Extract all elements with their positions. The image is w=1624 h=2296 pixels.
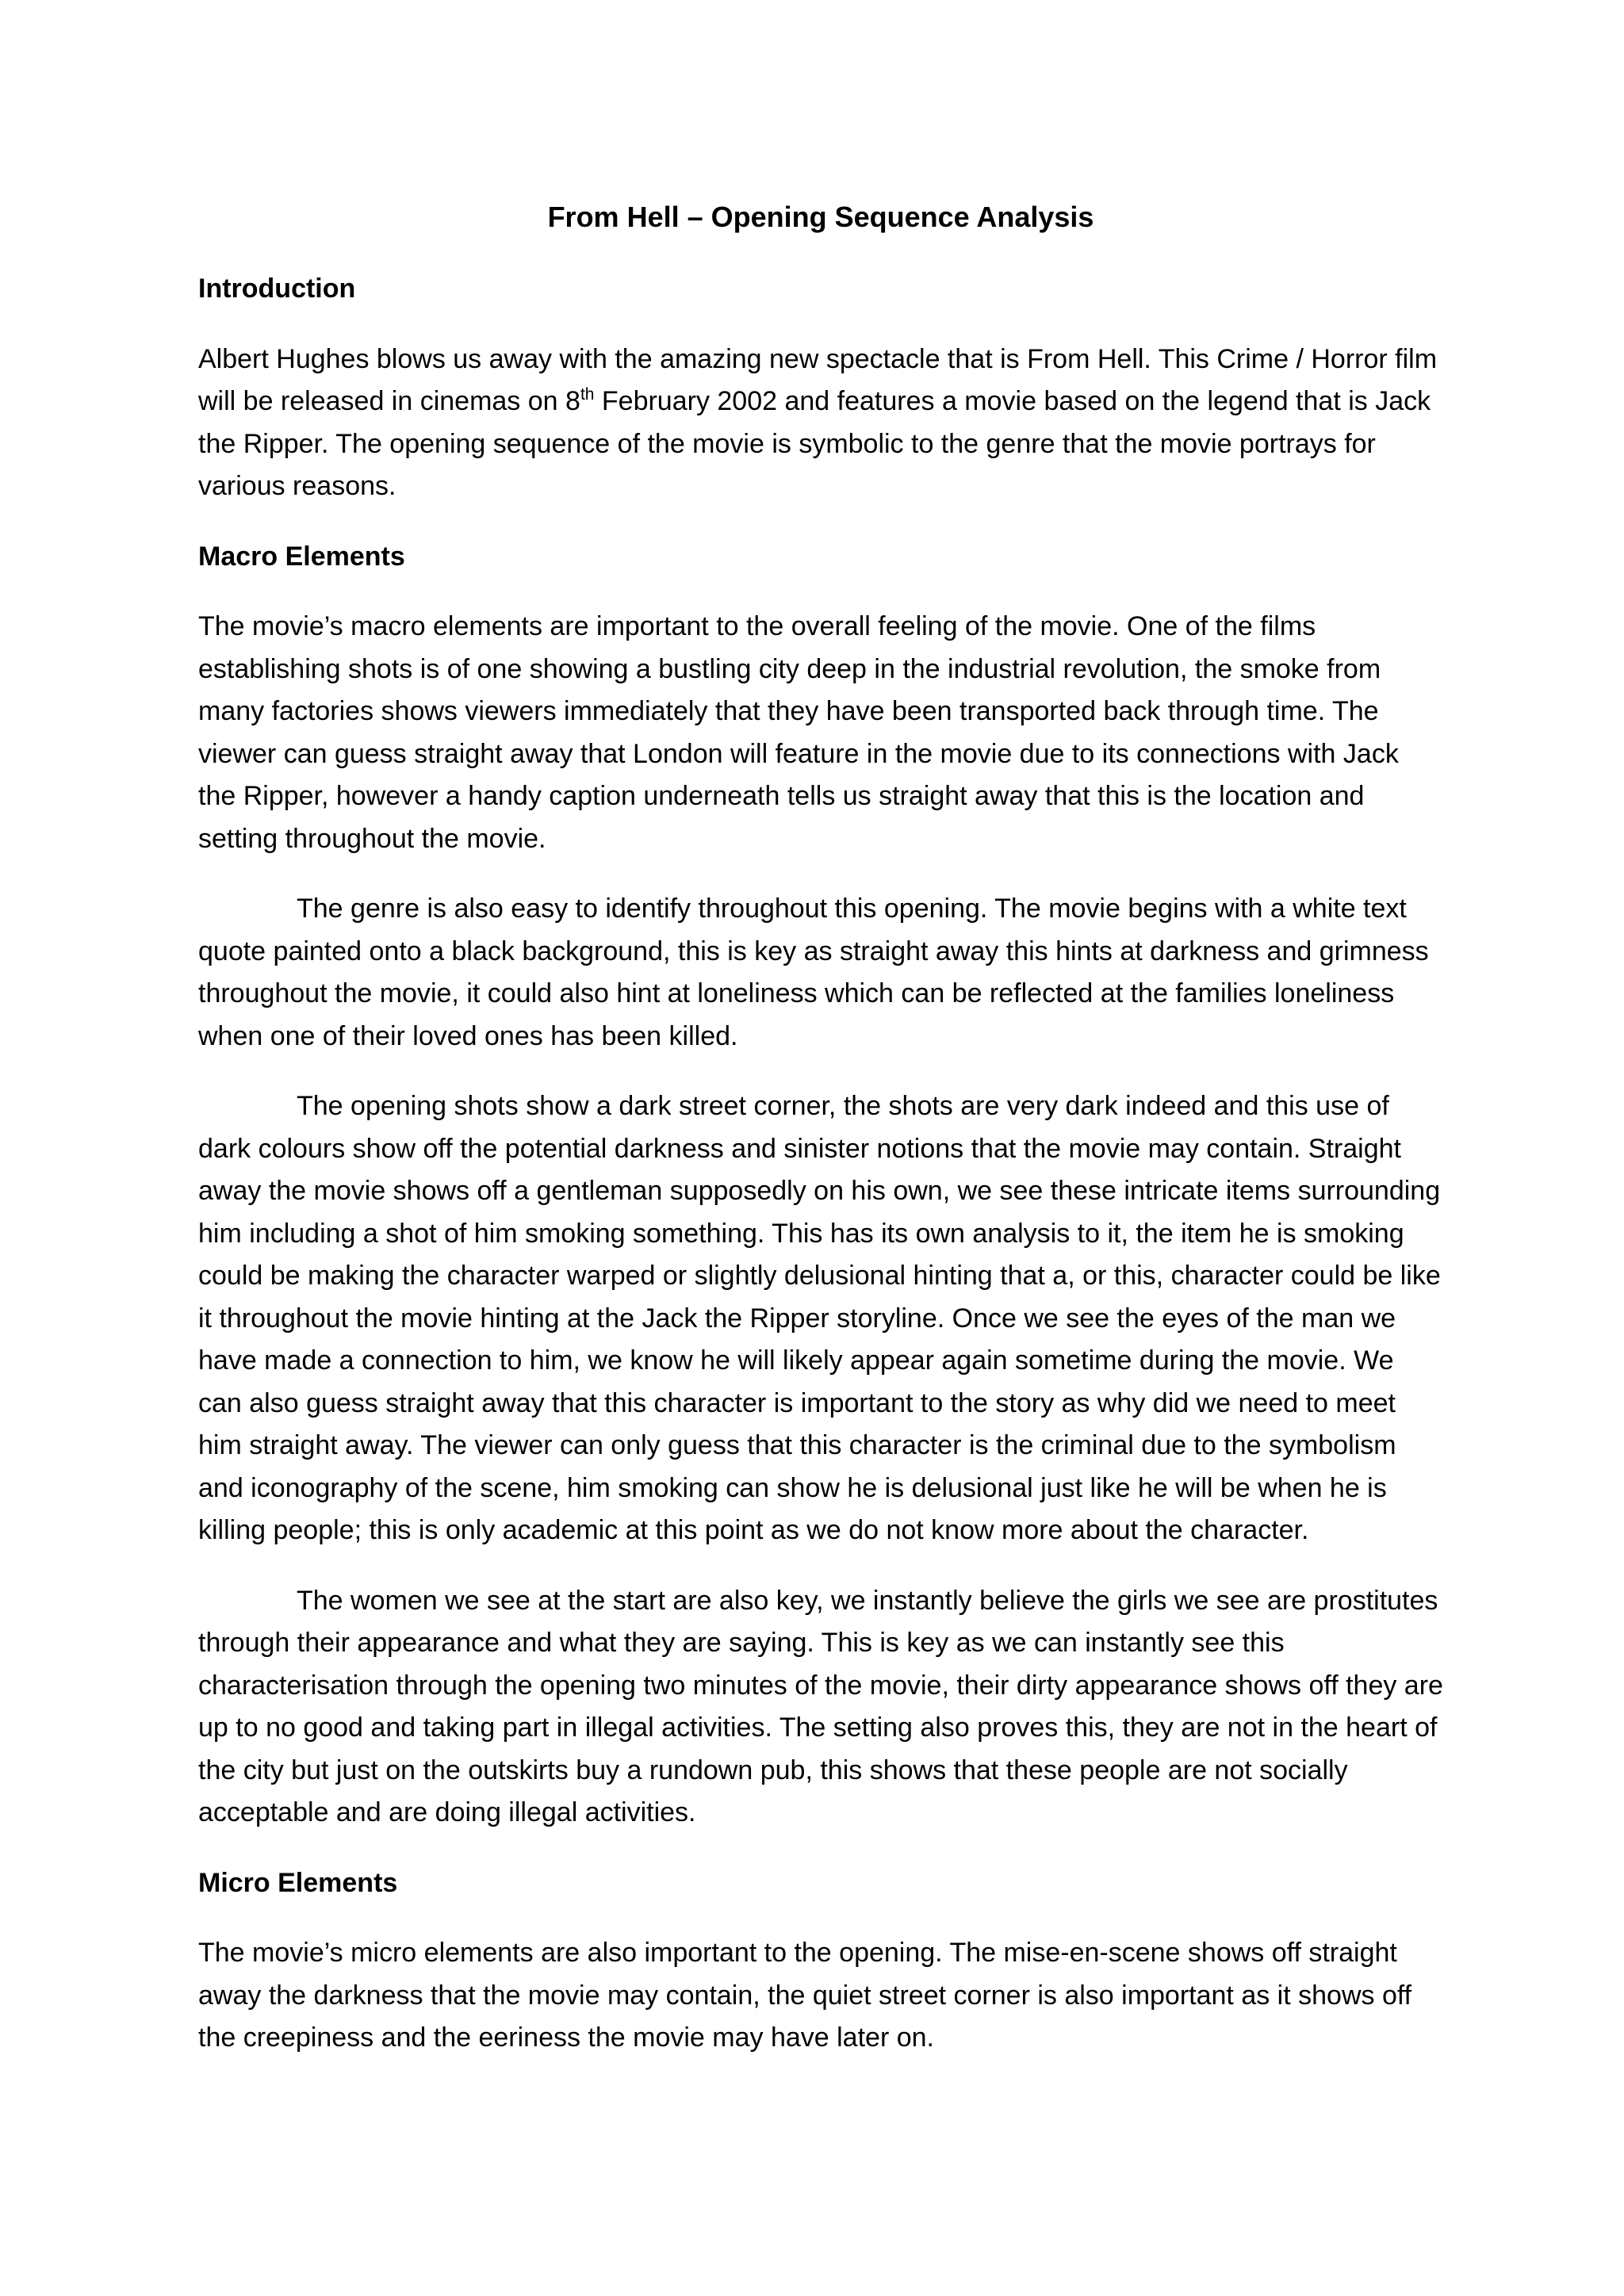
document-title: From Hell – Opening Sequence Analysis	[547, 201, 1094, 233]
paragraph-introduction-part-a: Albert Hughes blows us away with the amazing new spectacle that is From Hell. This Crime / Horror film will be released in cinemas on 8	[198, 343, 1438, 416]
heading-introduction: Introduction	[198, 274, 356, 304]
paragraph-introduction	[198, 339, 1443, 508]
paragraph-macro-4: The women we see at the start are also key, we instantly believe the girls we see are prostitutes through their appearance and what they are saying. This is key as we can instantly see this characterisation through the opening two minutes of the movie, their dirty appearance shows off they are up to no good and taking part in illegal activities. The setting also proves this, they are not in the heart of the city but just on the outskirts buy a rundown pub, this shows that these people are not socially acceptable and are doing illegal activities.	[198, 1585, 1443, 1827]
heading-micro-elements: Micro Elements	[198, 1867, 398, 1898]
document-body	[198, 193, 1443, 2087]
paragraph-micro-1: The movie’s micro elements are also important to the opening. The mise-en-scene shows off straight away the darkness that the movie may contain, the quiet street corner is also important as it shows off the creepiness and the eeriness the movie may have later on.	[198, 1938, 1412, 2053]
paragraph-introduction-part-b: February 2002 and features a movie based on the legend that is Jack the Ripper. The opening sequence of the movie is symbolic to the genre that the movie portrays for various reasons.	[198, 386, 1431, 501]
paragraph-macro-3: The opening shots show a dark street corner, the shots are very dark indeed and this use of dark colours show off the potential darkness and sinister notions that the movie may contain. Straight away the movie shows off a gentleman supposedly on his own, we see these intricate items surrounding him including a shot of him smoking something. This has its own analysis to it, the item he is smoking could be making the character warped or slightly delusional hinting that a, or this, character could be like it throughout the movie hinting at the Jack the Ripper storyline. Once we see the eyes of the man we have made a connection to him, we know he will likely appear again sometime during the movie. We can also guess straight away that this character is important to the story as why did we need to meet him straight away. The viewer can only guess that this character is the criminal due to the symbolism and iconography of the scene, him smoking can show he is delusional just like he will be when he is killing people; this is only academic at this point as we do not know more about the character.	[198, 1091, 1441, 1545]
heading-macro-elements: Macro Elements	[198, 541, 405, 572]
paragraph-macro-1: The movie’s macro elements are important to the overall feeling of the movie. One of the films establishing shots is of one showing a bustling city deep in the industrial revolution, the smoke from many factories shows viewers immediately that they have been transported back through time. The viewer can guess straight away that London will feature in the movie due to its connections with Jack the Ripper, however a handy caption underneath tells us straight away that this is the location and setting throughout the movie.	[198, 611, 1399, 854]
ordinal-suffix: th	[580, 385, 595, 404]
paragraph-macro-2: The genre is also easy to identify throughout this opening. The movie begins with a white text quote painted onto a black background, this is key as straight away this hints at darkness and grimness throughout the movie, it could also hint at loneliness which can be reflected at the families loneliness when one of their loved ones has been killed.	[198, 894, 1429, 1051]
